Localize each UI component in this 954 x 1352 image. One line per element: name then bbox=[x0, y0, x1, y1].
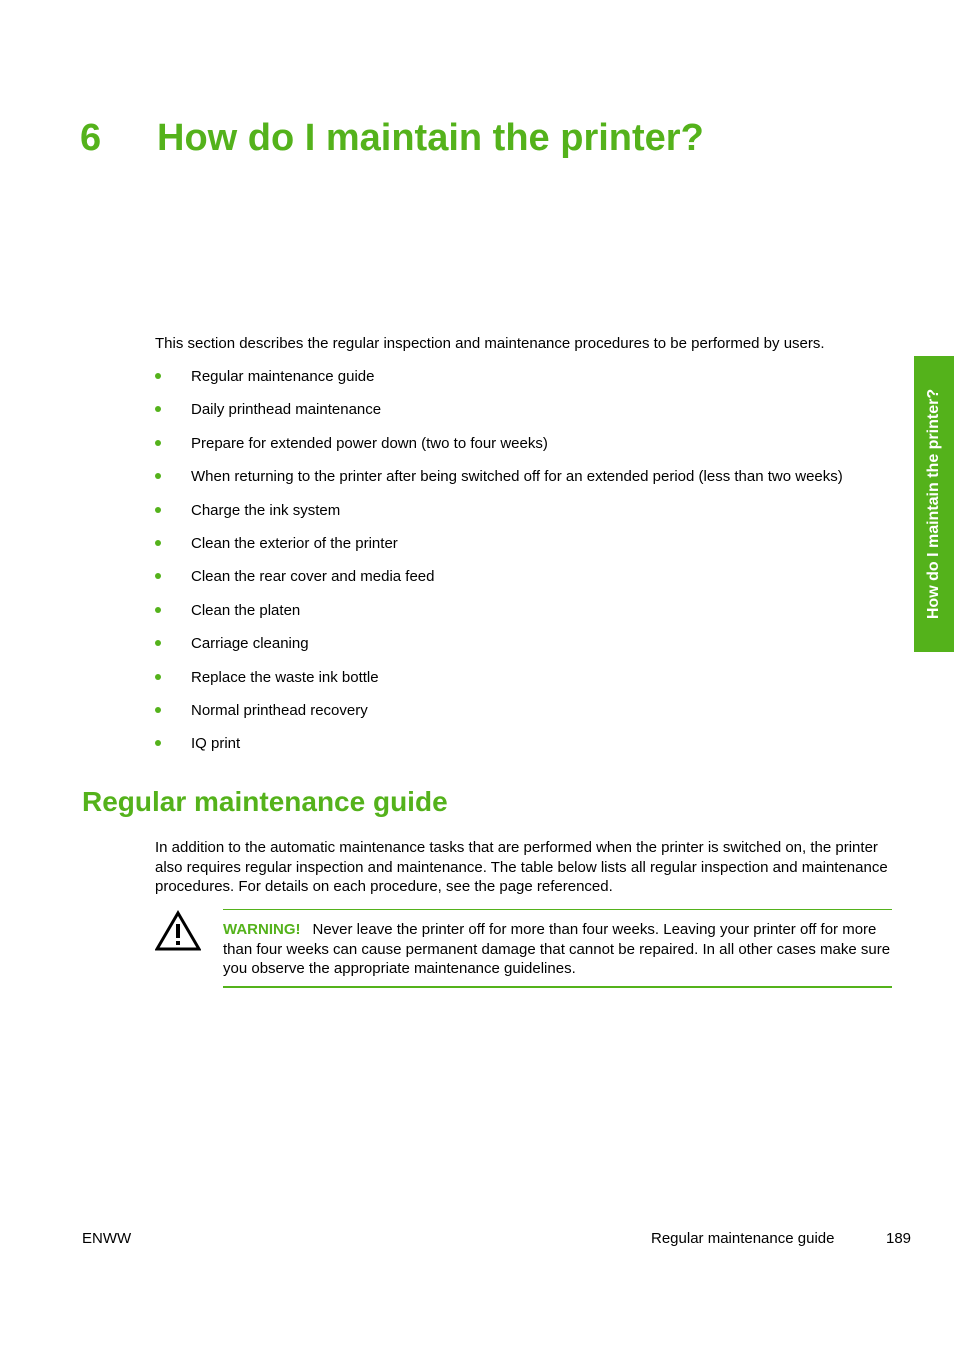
list-item-text: Clean the exterior of the printer bbox=[191, 534, 398, 552]
list-item bbox=[155, 701, 895, 734]
list-item bbox=[155, 434, 895, 467]
bullet-icon bbox=[155, 406, 161, 412]
footer-left: ENWW bbox=[82, 1230, 132, 1247]
bullet-icon bbox=[155, 373, 161, 379]
list-item bbox=[155, 734, 895, 767]
bullet-icon bbox=[155, 674, 161, 680]
bullet-icon bbox=[155, 573, 161, 579]
list-item bbox=[155, 501, 895, 534]
warning-text: Never leave the printer off for more than four weeks. Leaving your printer off for more than four weeks can cause permanent damage that cannot be repaired. In all other cases make sure you observe the appropriate maintenance guidelines. bbox=[223, 921, 891, 977]
warning-box bbox=[223, 909, 892, 988]
list-item-text: Normal printhead recovery bbox=[191, 701, 368, 719]
list-item-text: Carriage cleaning bbox=[191, 635, 309, 653]
list-item bbox=[155, 601, 895, 634]
page-number: 189 bbox=[886, 1230, 912, 1247]
bullet-icon bbox=[155, 507, 161, 513]
warning-triangle-icon bbox=[155, 910, 201, 952]
list-item bbox=[155, 400, 895, 433]
topic-list bbox=[155, 367, 895, 768]
bullet-icon bbox=[155, 607, 161, 613]
list-item-text: Replace the waste ink bottle bbox=[191, 668, 379, 686]
section-paragraph: In addition to the automatic maintenance tasks that are performed when the printer is switched on, the printer also requires regular inspection and maintenance. The table below lists all regular inspection and maintenance procedures. For details on each procedure, see the page referenced. bbox=[155, 839, 888, 895]
warning-label: WARNING! bbox=[223, 921, 301, 938]
chapter-number: 6 bbox=[80, 117, 102, 159]
side-tab-label: How do I maintain the printer? bbox=[925, 388, 942, 620]
intro-text: This section describes the regular inspection and maintenance procedures to be performed by users. bbox=[155, 335, 825, 352]
list-item-text: Clean the rear cover and media feed bbox=[191, 568, 435, 586]
list-item bbox=[155, 467, 895, 500]
list-item bbox=[155, 367, 895, 400]
section-heading: Regular maintenance guide bbox=[82, 786, 448, 817]
list-item bbox=[155, 634, 895, 667]
bullet-icon bbox=[155, 740, 161, 746]
bullet-icon bbox=[155, 540, 161, 546]
list-item-text: IQ print bbox=[191, 735, 241, 753]
chapter-title: How do I maintain the printer? bbox=[157, 117, 704, 159]
footer-section-title: Regular maintenance guide bbox=[651, 1230, 835, 1247]
list-item-text: When returning to the printer after being switched off for an extended period (less than two weeks) bbox=[191, 468, 843, 486]
side-tab bbox=[914, 356, 954, 652]
list-item-text: Daily printhead maintenance bbox=[191, 401, 382, 419]
list-item-text: Charge the ink system bbox=[191, 501, 341, 519]
list-item-text: Prepare for extended power down (two to four weeks) bbox=[191, 434, 548, 452]
bullet-icon bbox=[155, 707, 161, 713]
list-item bbox=[155, 668, 895, 701]
list-item bbox=[155, 534, 895, 567]
bullet-icon bbox=[155, 640, 161, 646]
list-item bbox=[155, 567, 895, 600]
list-item-text: Clean the platen bbox=[191, 601, 301, 619]
list-item-text: Regular maintenance guide bbox=[191, 368, 375, 385]
bullet-icon bbox=[155, 440, 161, 446]
bullet-icon bbox=[155, 473, 161, 479]
